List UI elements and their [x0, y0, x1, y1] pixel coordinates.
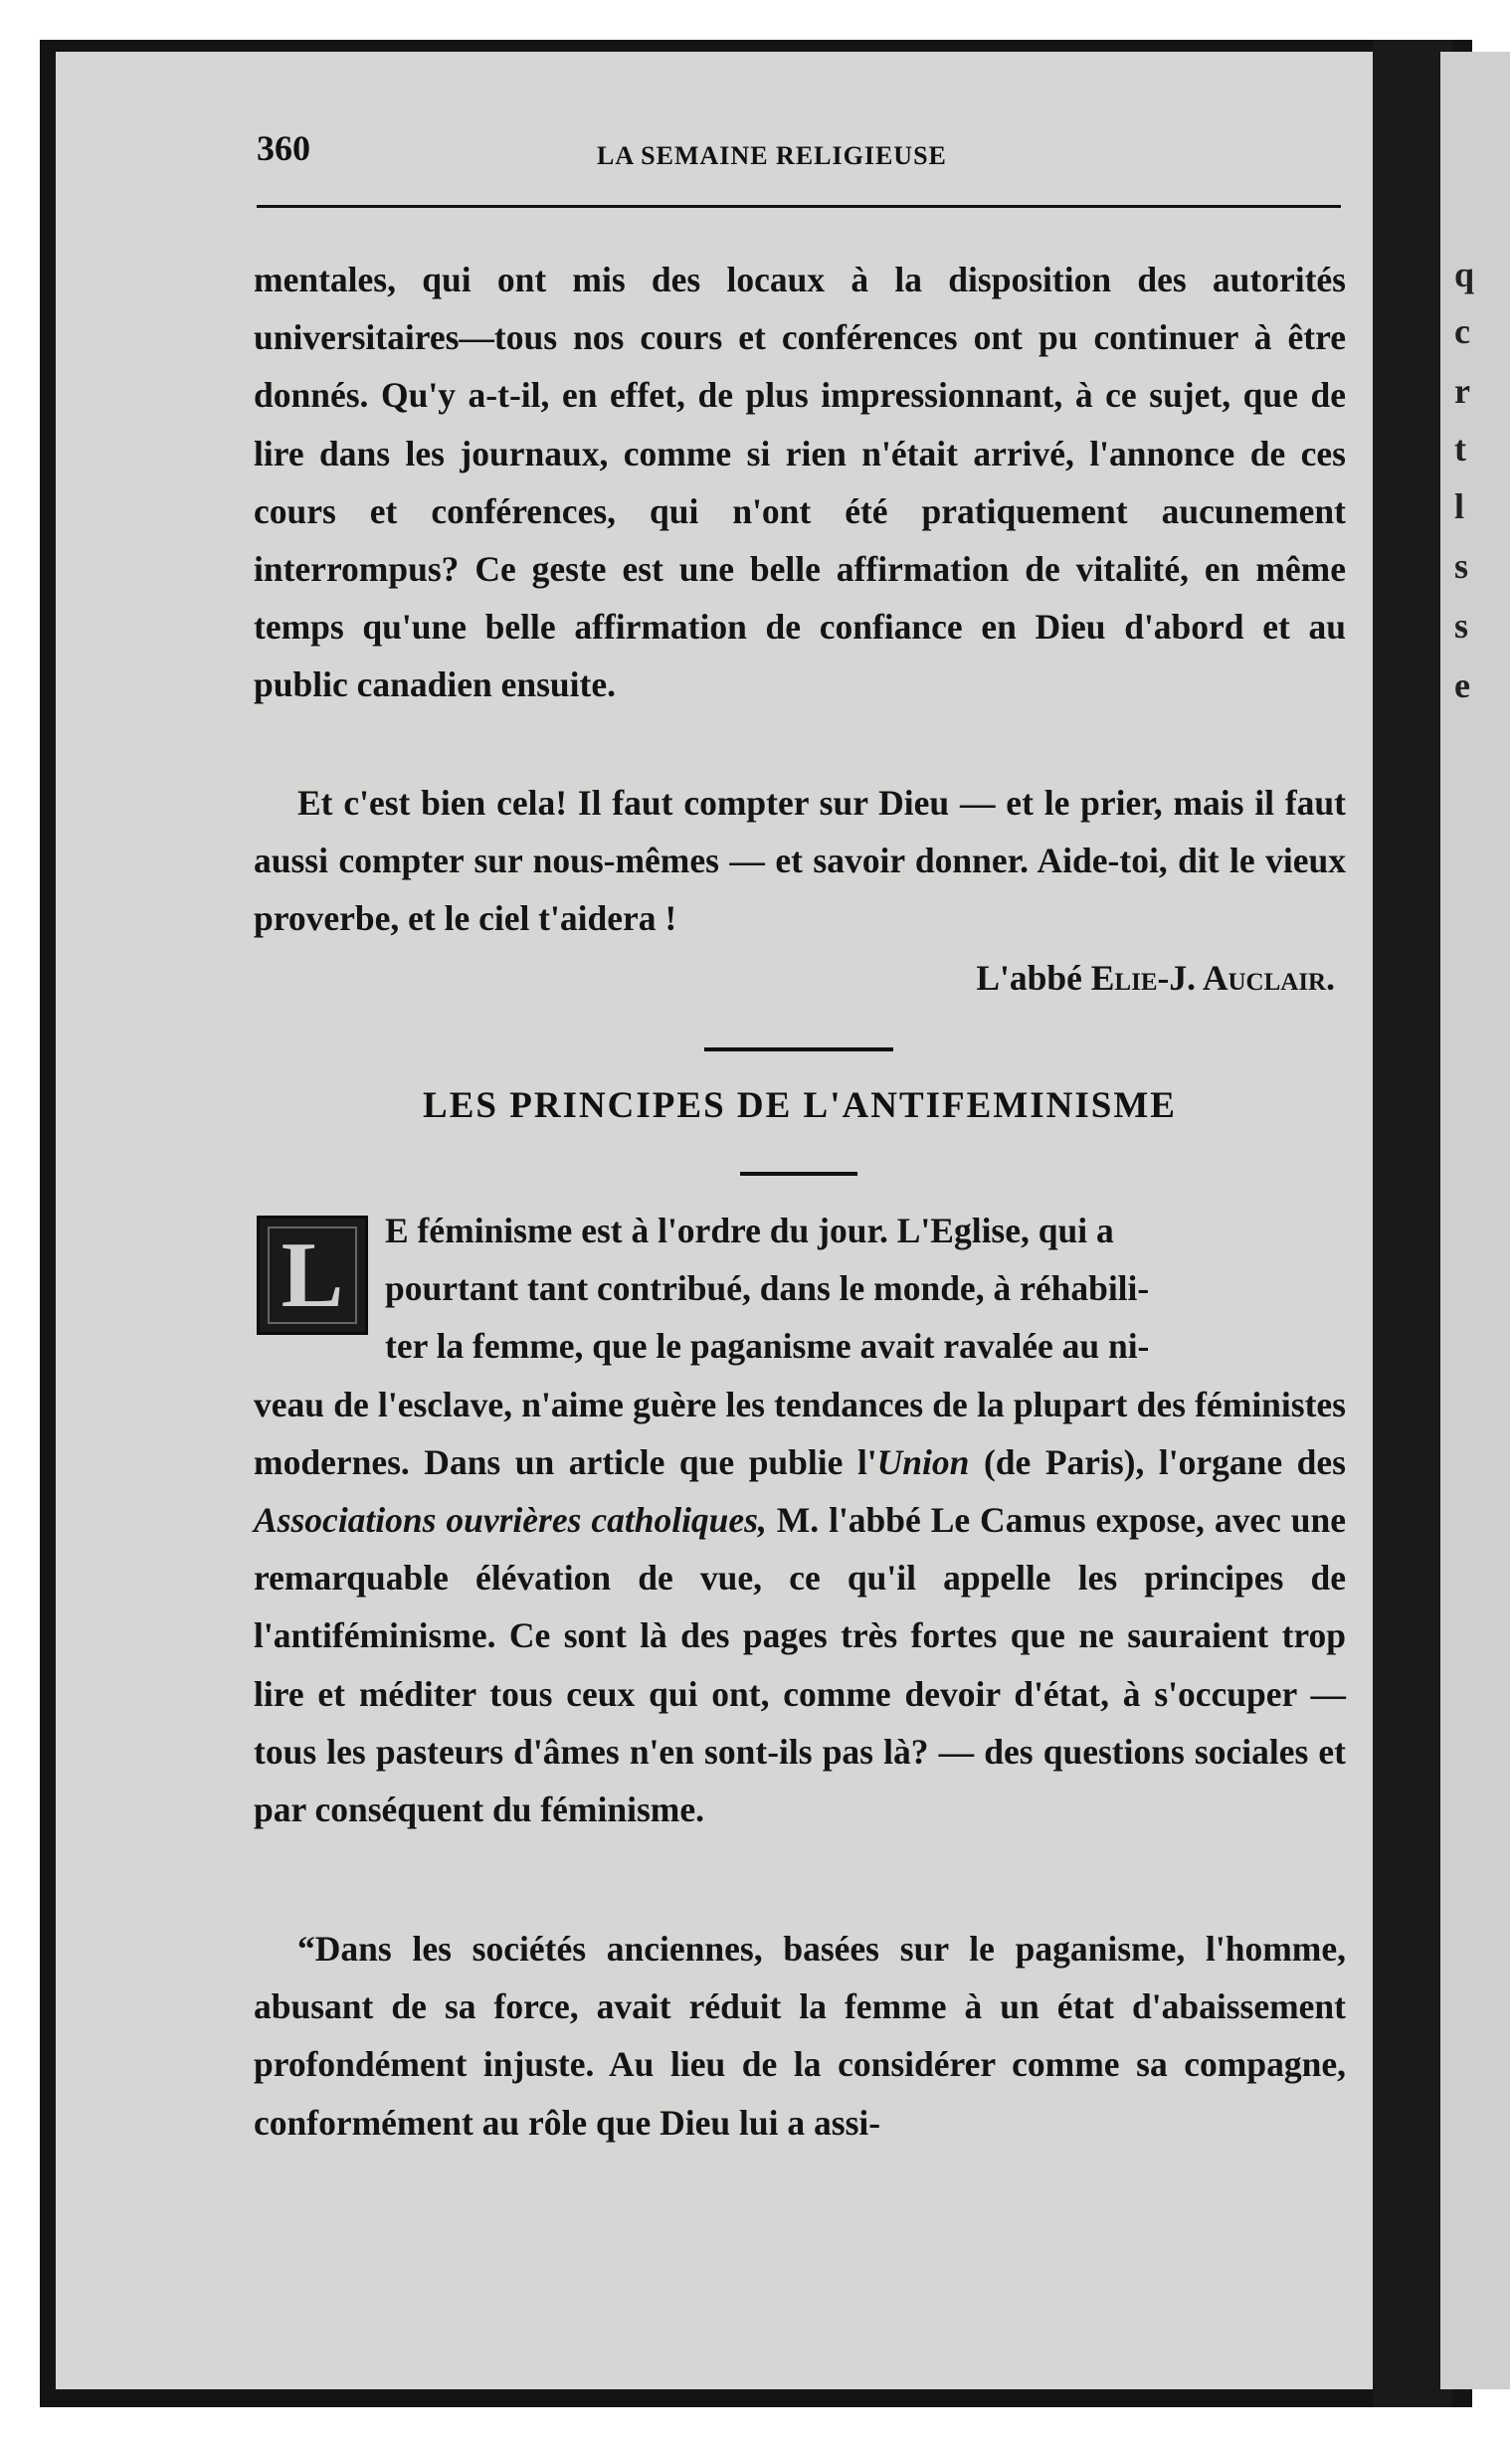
text-run: (de Paris), l'organe des — [969, 1441, 1347, 1482]
edge-letter: s — [1454, 546, 1469, 586]
author-signature — [976, 957, 1335, 999]
text-run: M. l'abbé Le Camus expose, avec une remarquable élévation de vue, ce qu'il appelle les principes de l'antiféminisme. Ce sont là des pages très fortes que ne sauraient trop lire et méditer tous ceux qui ont, comme devoir d'état, à s'occuper — tous les pasteurs d'âmes n'en sont-ils pas là? — des questions sociales et par conséquent du féminisme. — [254, 1500, 1346, 1830]
text-line: ter la femme, que le paganisme avait ravalée au ni- — [385, 1326, 1150, 1367]
signature-name: Elie-J. Auclair. — [1090, 958, 1335, 998]
header-rule — [257, 205, 1341, 208]
text-run: veau de l'esclave, n'aime guère les tendances de la plupart des féministes modernes. Dans un article que publie l' — [254, 1384, 1346, 1482]
edge-letter: s — [1454, 606, 1469, 646]
paragraph-intro — [254, 1202, 1346, 1838]
text-line: E féminisme est à l'ordre du jour. L'Eglise, qui a — [385, 1211, 1114, 1250]
page-number: 360 — [257, 128, 310, 168]
drop-cap-letter: L — [281, 1224, 344, 1327]
running-head: LA SEMAINE RELIGIEUSE — [597, 141, 947, 170]
edge-letter: c — [1454, 311, 1470, 351]
next-page-edge — [1440, 52, 1510, 2389]
text-line: pourtant tant contribué, dans le monde, à réhabili- — [385, 1268, 1150, 1309]
edge-letter: t — [1454, 429, 1466, 469]
edge-letter: r — [1454, 371, 1470, 411]
signature-prefix: L'abbé — [976, 958, 1091, 998]
edge-letter: q — [1454, 255, 1475, 294]
section-rule-top — [704, 1047, 893, 1051]
paragraph-continued: mentales, qui ont mis des locaux à la disposition des autorités universitaires—tous nos cours et conférences ont pu continuer à être donnés. Qu'y a-t-il, en effet, de plus impressionnant, à ce sujet, que de lire dans les journaux, comme si rien n'était arrivé, l'annonce de ces cours et conférences, qui n'ont été pratiquement aucunement interrompus? Ce geste est une belle affirmation de vitalité, en même temps qu'une belle affirmation de confiance en Dieu d'abord et au public canadien ensuite. — [254, 260, 1346, 705]
section-rule-bottom — [740, 1172, 857, 1176]
edge-letter: e — [1454, 665, 1470, 705]
section-title: LES PRINCIPES DE L'ANTIFEMINISME — [423, 1085, 1177, 1126]
page-header — [257, 127, 1341, 187]
edge-letter: l — [1454, 486, 1465, 526]
paragraph-quote: “Dans les sociétés anciennes, basées sur le paganisme, l'homme, abusant de sa force, avait réduit la femme à un état d'abaissement profondément injuste. Au lieu de la considérer comme sa compagne, conformément au rôle que Dieu lui a assi- — [254, 1929, 1346, 2143]
paragraph-closing: Et c'est bien cela! Il faut compter sur Dieu — et le prier, mais il faut aussi compter sur nous-mêmes — et savoir donner. Aide-toi, dit le vieux proverbe, et le ciel t'aidera ! — [254, 783, 1346, 939]
italic-title: Union — [876, 1441, 970, 1482]
italic-title: Associations ouvrières catholiques, — [254, 1500, 767, 1541]
